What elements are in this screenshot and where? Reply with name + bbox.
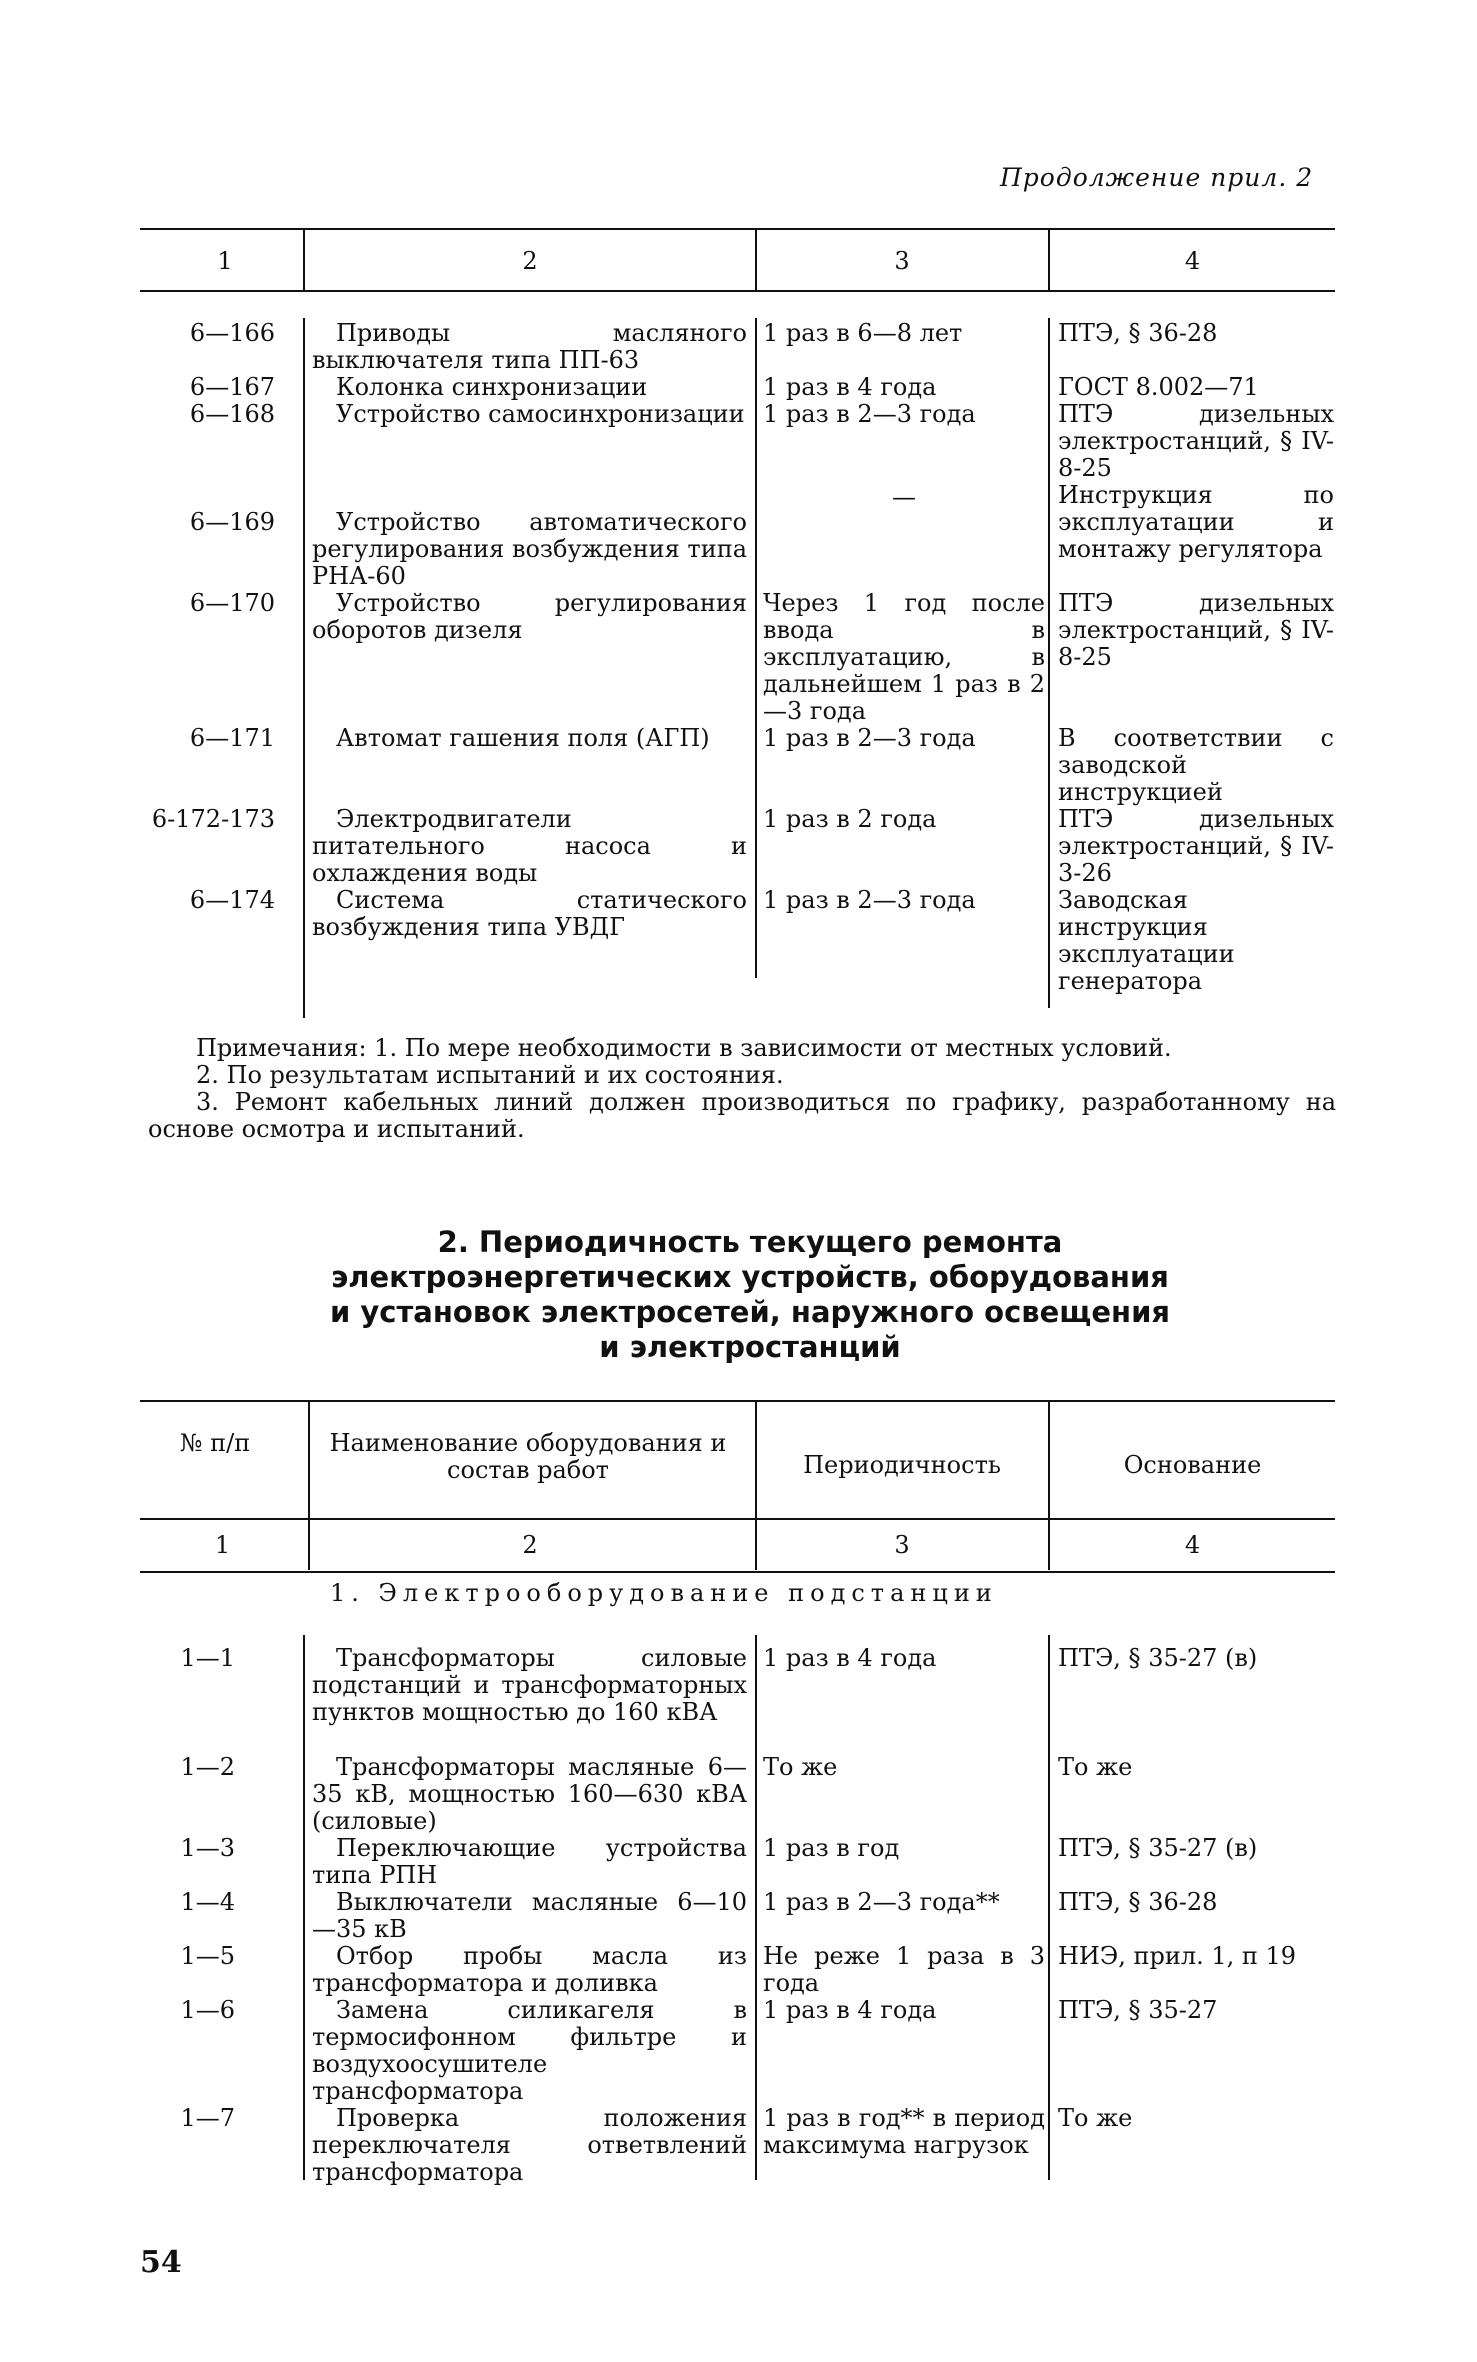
table-row-period: 1 раз в 6—8 лет	[763, 319, 963, 347]
table-row-period: То же	[763, 1753, 838, 1781]
table-row-basis: Заводская инструкция эксплуатации генератора	[1058, 886, 1235, 995]
table-row-number: 1—4	[180, 1888, 235, 1916]
table1-top-rule	[140, 228, 1335, 230]
table-row-basis: ПТЭ дизельных электростанций, § IV-3-26	[1058, 805, 1334, 887]
table-row-period: Не реже 1 раза в 3 года	[763, 1942, 1045, 1997]
table-row-number: 6—170	[189, 589, 275, 617]
table-row-basis: ПТЭ, § 35-27	[1058, 1996, 1218, 2024]
table-row-number: 1—3	[180, 1834, 235, 1862]
table-row-number: 1—6	[180, 1996, 235, 2024]
table1-body-vline-3	[1048, 318, 1050, 1008]
table-row-number: 1—5	[180, 1942, 235, 1970]
table-row-period: 1 раз в 2 года	[763, 805, 937, 833]
table1-body-vline-2	[755, 318, 757, 978]
table1-colnum-1: 1	[217, 247, 233, 275]
continuation-note: Продолжение прил. 2	[1000, 163, 1314, 192]
table2-body-vline-1	[303, 1635, 305, 2180]
table-row-number: 1—2	[180, 1753, 235, 1781]
table2-header-no: № п/п	[179, 1429, 251, 1457]
table2-vline-2	[755, 1402, 757, 1570]
table-row-number: 6—167	[189, 373, 275, 401]
table1-body-vline-1	[303, 318, 305, 1018]
table2-header-period: Периодичность	[803, 1451, 1001, 1479]
table-row-basis: То же	[1058, 2104, 1133, 2132]
table2-header-basis: Основание	[1123, 1451, 1262, 1479]
table-row-basis: НИЭ, прил. 1, п 19	[1058, 1942, 1297, 1970]
table-row-period: 1 раз в 2—3 года**	[763, 1888, 1000, 1916]
note-3: 3. Ремонт кабельных линий должен производиться по графику, разработанному на основе осмотра и испытаний.	[148, 1088, 1336, 1143]
note-2: 2. По результатам испытаний и их состояния.	[196, 1061, 784, 1089]
page-number: 54	[140, 2245, 182, 2280]
table-row-number: 1—1	[180, 1644, 235, 1672]
section-title-line-4: и электростанций	[599, 1330, 901, 1364]
table-row-name: Отбор пробы масла из трансформатора и доливка	[312, 1942, 747, 1997]
table1-colnum-3: 3	[894, 247, 910, 275]
table-row-name: Выключатели масляные 6—10—35 кВ	[312, 1888, 747, 1943]
table2-top-rule	[140, 1400, 1335, 1402]
table-row-name: Проверка положения переключателя ответвлений трансформатора	[312, 2104, 747, 2186]
table-row-name: Приводы масляного выключателя типа ПП-63	[312, 319, 747, 374]
table-row-period: 1 раз в 4 года	[763, 1644, 937, 1672]
section-title-line-1: 2. Периодичность текущего ремонта	[437, 1225, 1063, 1259]
table2-vline-3	[1048, 1402, 1050, 1570]
section-title-line-3: и установок электросетей, наружного освещения	[329, 1295, 1171, 1329]
table1-colnum-2: 2	[522, 247, 538, 275]
section-title-line-2: электроэнергетических устройств, оборудования	[331, 1260, 1169, 1294]
table-row-basis: ПТЭ, § 36-28	[1058, 1888, 1218, 1916]
table2-group-label: 1. Электрооборудование подстанции	[330, 1579, 998, 1607]
table-row-period: 1 раз в 4 года	[763, 373, 937, 401]
table-row-name: Система статического возбуждения типа УВДГ	[312, 886, 747, 941]
table-row-basis: ПТЭ дизельных электростанций, § IV-8-25	[1058, 400, 1334, 482]
table-row-name: Электродвигатели питательного насоса и охлаждения воды	[312, 805, 747, 887]
note-1: Примечания: 1. По мере необходимости в зависимости от местных условий.	[196, 1034, 1172, 1062]
table1-vline-3	[1048, 230, 1050, 290]
table-row-basis: В соответствии с заводской инструкцией	[1058, 724, 1334, 806]
table-row-period: 1 раз в 2—3 года	[763, 886, 976, 914]
table2-body-vline-3	[1048, 1635, 1050, 2180]
table2-header-rule	[140, 1518, 1335, 1520]
table-row-period: Через 1 год после ввода в эксплуатацию, в дальнейшем 1 раз в 2—3 года	[763, 589, 1045, 725]
table-row-name: Колонка синхронизации	[336, 373, 648, 401]
table-row-name: Трансформаторы силовые подстанций и трансформаторных пунктов мощностью до 160 кВА	[312, 1644, 747, 1726]
table-row-number: 6—166	[189, 319, 275, 347]
table-row-name: Переключающие устройства типа РПН	[312, 1834, 747, 1889]
table-row-period: 1 раз в 2—3 года	[763, 400, 976, 428]
table-row-period: —	[892, 483, 916, 511]
table1-header-rule	[140, 290, 1335, 292]
table2-colnum-2: 2	[522, 1531, 538, 1559]
table2-header-name: Наименование оборудования и состав работ	[329, 1429, 727, 1484]
table-row-basis: ПТЭ, § 36-28	[1058, 319, 1218, 347]
table-row-number: 6-172-173	[151, 805, 275, 833]
table-row-name: Автомат гашения поля (АГП)	[336, 724, 710, 752]
section-title	[260, 1225, 1240, 1365]
table-row-number: 6—169	[189, 508, 275, 536]
table-row-name: Устройство самосинхронизации	[336, 400, 745, 428]
table-row-number: 1—7	[180, 2104, 235, 2132]
table2-colnum-1: 1	[214, 1531, 231, 1559]
table1-vline-2	[755, 230, 757, 290]
table-row-name: Замена силикагеля в термосифонном фильтре и воздухоосушителе трансформатора	[312, 1996, 747, 2105]
table-row-period: 1 раз в 4 года	[763, 1996, 937, 2024]
table1-colnum-4: 4	[1184, 247, 1201, 275]
table-row-basis: ГОСТ 8.002—71	[1058, 373, 1259, 401]
table-row-basis: Инструкция по эксплуатации и монтажу регулятора	[1058, 481, 1334, 563]
notes-block	[148, 1035, 1336, 1143]
table2-vline-1	[308, 1402, 310, 1570]
table-row-period: 1 раз в 2—3 года	[763, 724, 976, 752]
table-row-name: Устройство автоматического регулирования возбуждения типа РНА-60	[312, 508, 747, 590]
table2-colnum-rule	[140, 1571, 1335, 1573]
table2-colnum-4: 4	[1184, 1531, 1201, 1559]
table-row-number: 6—171	[189, 724, 275, 752]
table-row-basis: ПТЭ дизельных электростанций, § IV-8-25	[1058, 589, 1334, 671]
table2-colnum-3: 3	[894, 1531, 910, 1559]
table-row-number: 6—174	[189, 886, 275, 914]
table-row-period: 1 раз в год	[763, 1834, 900, 1862]
table-row-name: Устройство регулирования оборотов дизеля	[312, 589, 747, 644]
table1-vline-1	[303, 230, 305, 290]
table-row-basis: ПТЭ, § 35-27 (в)	[1058, 1644, 1258, 1672]
table-row-name: Трансформаторы масляные 6—35 кВ, мощностью 160—630 кВА (силовые)	[312, 1753, 747, 1835]
table2-body-vline-2	[755, 1635, 757, 2180]
table-row-basis: То же	[1058, 1753, 1133, 1781]
table-row-period: 1 раз в год** в период максимума нагрузок	[763, 2104, 1045, 2159]
table-row-number: 6—168	[189, 400, 275, 428]
table-row-basis: ПТЭ, § 35-27 (в)	[1058, 1834, 1258, 1862]
